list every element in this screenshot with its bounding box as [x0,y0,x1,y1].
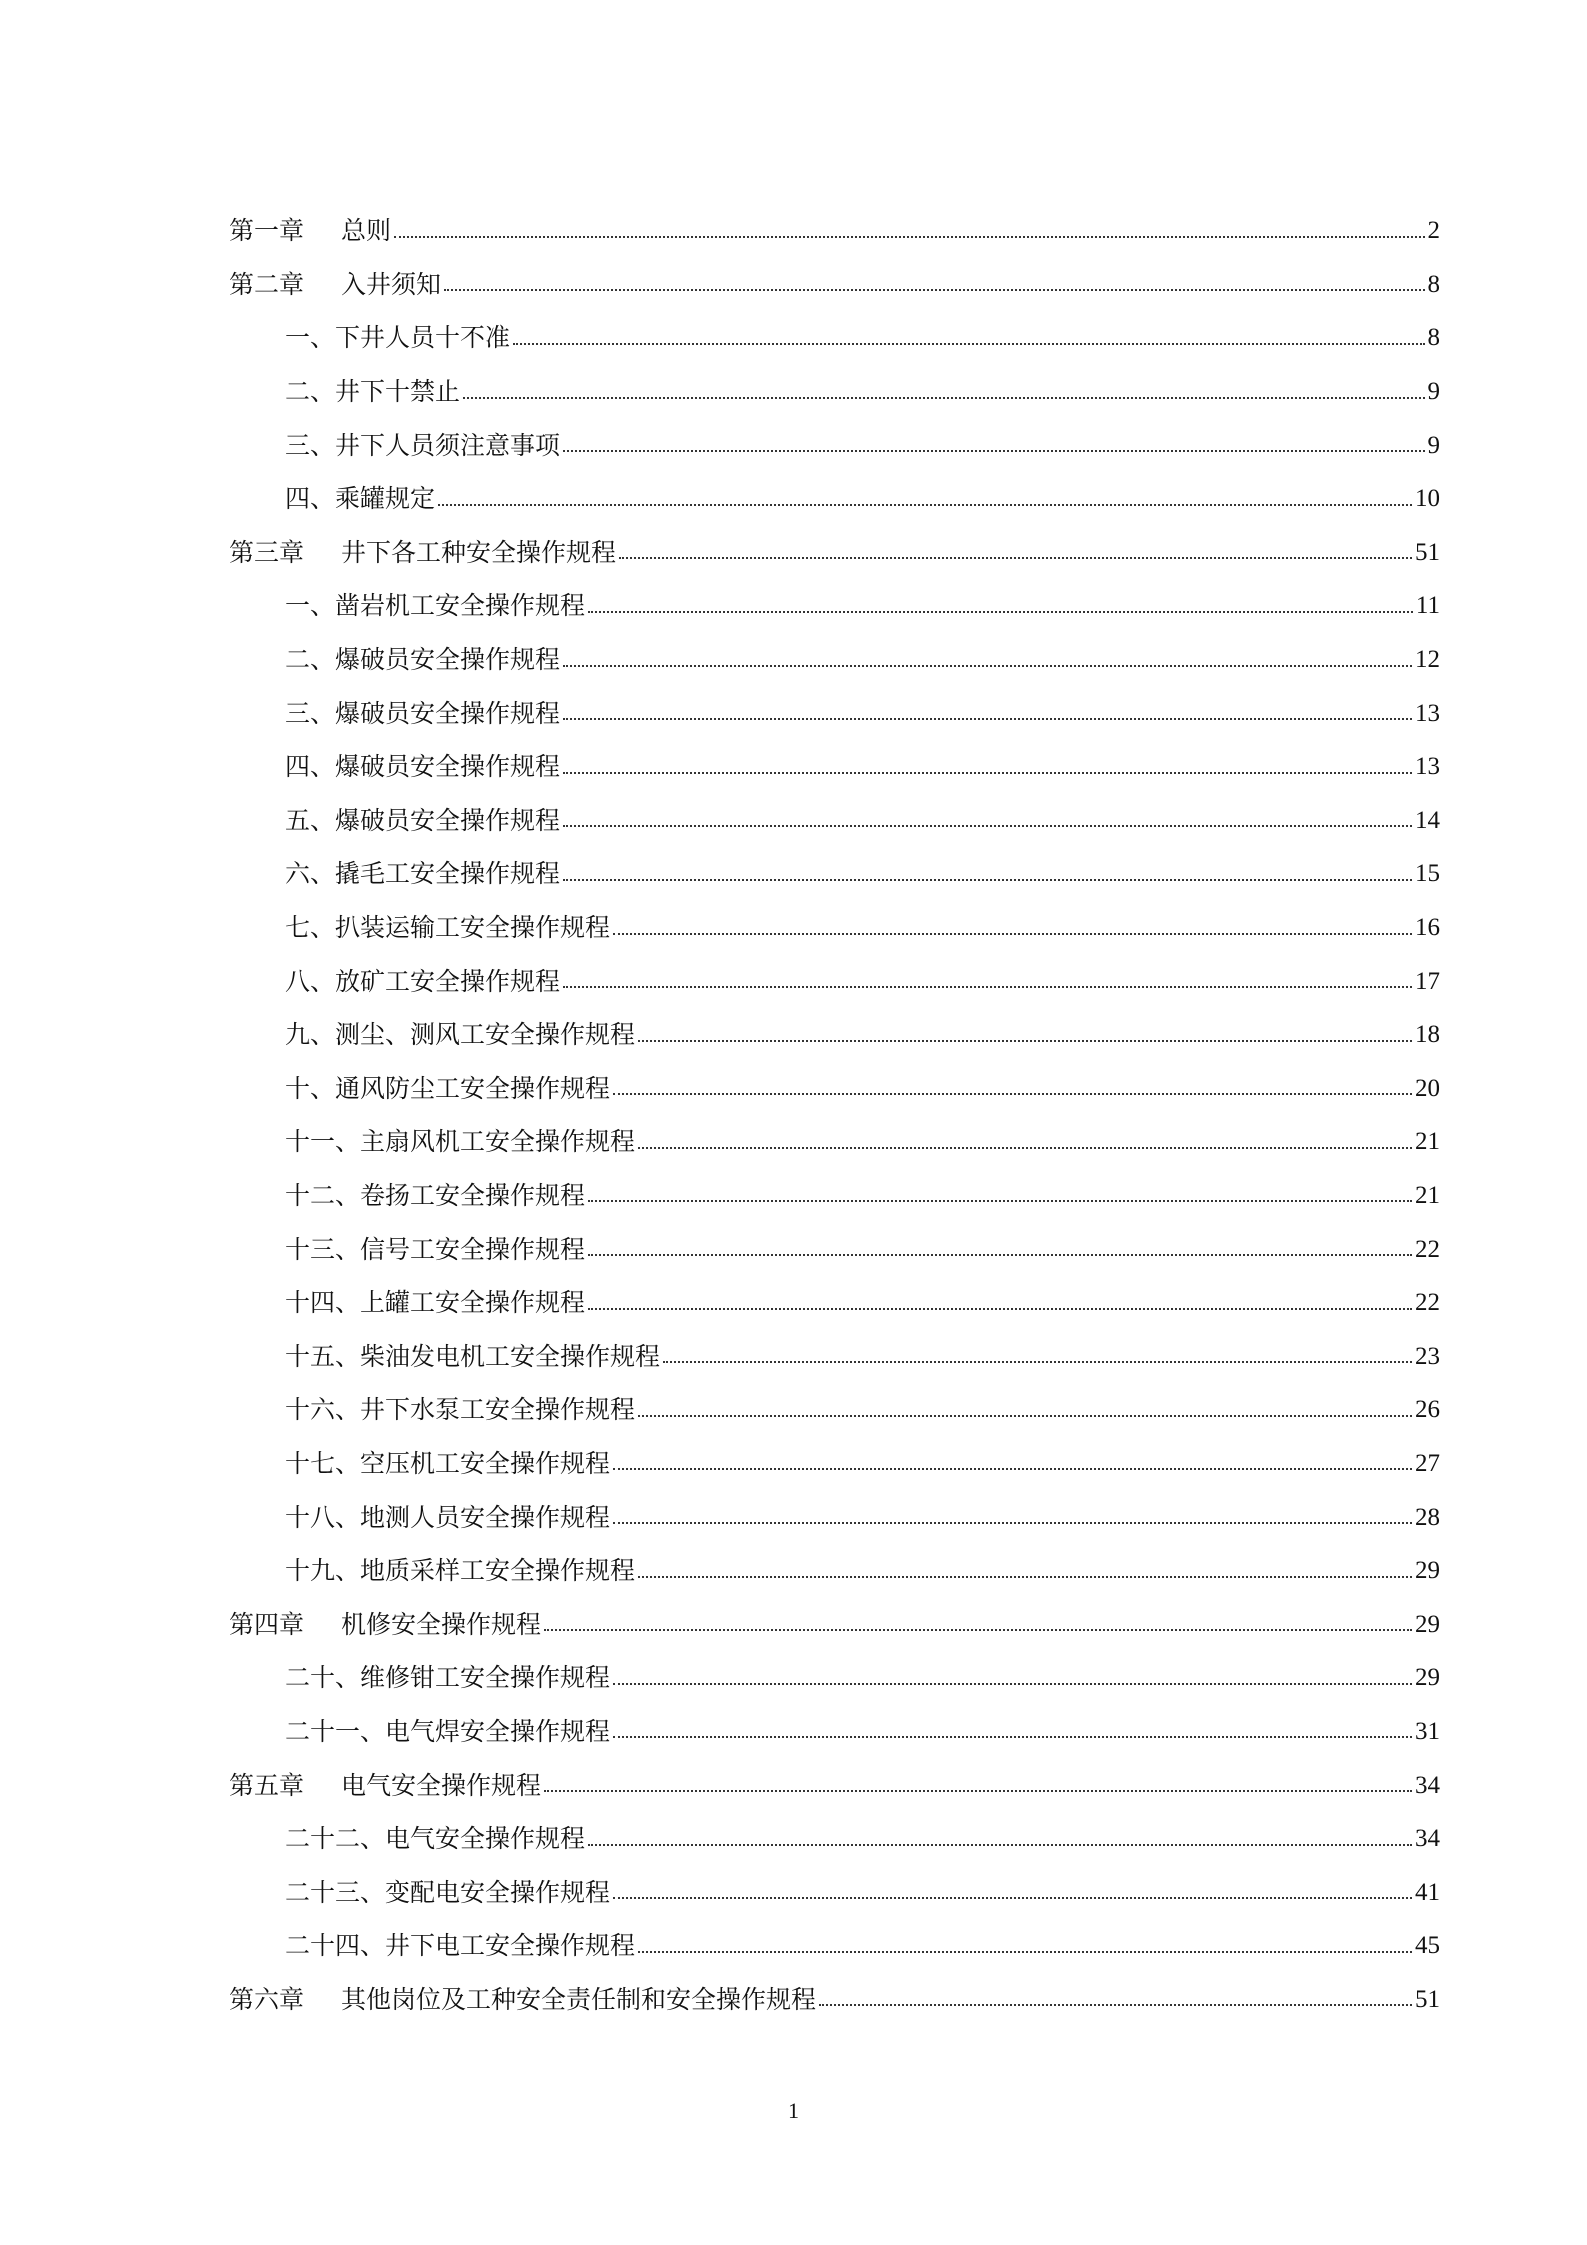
toc-entry-title: 其他岗位及工种安全责任制和安全操作规程 [341,1984,817,2014]
dot-leader [563,718,1412,720]
dot-leader [563,986,1412,988]
dot-leader [638,1040,1412,1042]
dot-leader [544,1790,1412,1792]
toc-entry-title: 总则 [341,216,392,246]
toc-entry-title: 七、扒装运输工安全操作规程 [285,913,611,943]
chapter-number: 第三章 [229,537,305,567]
dot-leader [544,1629,1412,1631]
toc-page-number: 45 [1415,1932,1440,1960]
toc-page-number: 22 [1415,1235,1440,1263]
toc-page-number: 8 [1427,270,1440,298]
toc-page-number: 15 [1415,860,1440,888]
toc-page-number: 28 [1415,1503,1440,1531]
toc-entry-title: 二、爆破员安全操作规程 [285,645,561,675]
toc-section-entry[interactable] [229,311,1440,365]
toc-page-number: 21 [1415,1181,1440,1209]
toc-entry-title: 二十、维修钳工安全操作规程 [285,1663,611,1693]
toc-page-number: 22 [1415,1289,1440,1317]
dot-leader [463,397,1424,399]
toc-entry-title: 三、井下人员须注意事项 [285,430,561,460]
dot-leader [663,1361,1412,1363]
toc-entry-title: 井下各工种安全操作规程 [341,537,617,567]
table-of-contents [229,204,1440,2026]
toc-section-entry[interactable] [229,847,1440,901]
toc-page-number: 14 [1415,806,1440,834]
toc-entry-title: 十八、地测人员安全操作规程 [285,1502,611,1532]
dot-leader [819,2004,1412,2006]
toc-entry-title: 二、井下十禁止 [285,377,461,407]
toc-section-entry[interactable] [229,1383,1440,1437]
toc-section-entry[interactable] [229,740,1440,794]
toc-chapter-entry[interactable] [229,1758,1440,1812]
toc-entry-title: 十二、卷扬工安全操作规程 [285,1180,586,1210]
toc-entry-title: 三、爆破员安全操作规程 [285,698,561,728]
toc-entry-title: 十一、主扇风机工安全操作规程 [285,1127,636,1157]
toc-entry-title: 十三、信号工安全操作规程 [285,1234,586,1264]
toc-entry-title: 入井须知 [341,269,442,299]
toc-page-number: 12 [1415,646,1440,674]
toc-entry-title: 八、放矿工安全操作规程 [285,966,561,996]
dot-leader [638,1576,1412,1578]
toc-section-entry[interactable] [229,1544,1440,1598]
toc-entry-title: 十六、井下水泵工安全操作规程 [285,1395,636,1425]
dot-leader [563,825,1412,827]
toc-section-entry[interactable] [229,1115,1440,1169]
toc-entry-title: 十四、上罐工安全操作规程 [285,1288,586,1318]
toc-chapter-entry[interactable] [229,1973,1440,2027]
toc-entry-title: 一、下井人员十不准 [285,323,511,353]
dot-leader [394,236,1424,238]
toc-section-entry[interactable] [229,1062,1440,1116]
dot-leader [563,450,1424,452]
toc-section-entry[interactable] [229,1919,1440,1973]
toc-section-entry[interactable] [229,686,1440,740]
toc-section-entry[interactable] [229,1276,1440,1330]
toc-page-number: 29 [1415,1664,1440,1692]
toc-page-number: 13 [1415,699,1440,727]
toc-page-number: 34 [1415,1825,1440,1853]
toc-entry-title: 四、爆破员安全操作规程 [285,752,561,782]
dot-leader [613,933,1412,935]
toc-page-number: 51 [1415,538,1440,566]
dot-leader [563,772,1412,774]
toc-chapter-entry[interactable] [229,204,1440,258]
toc-section-entry[interactable] [229,901,1440,955]
toc-section-entry[interactable] [229,954,1440,1008]
dot-leader [613,1683,1412,1685]
toc-section-entry[interactable] [229,472,1440,526]
toc-chapter-entry[interactable] [229,1597,1440,1651]
toc-page-number: 23 [1415,1342,1440,1370]
toc-entry-title: 十九、地质采样工安全操作规程 [285,1556,636,1586]
toc-entry-title: 二十四、井下电工安全操作规程 [285,1931,636,1961]
footer-page-number: 1 [788,2098,799,2123]
toc-section-entry[interactable] [229,418,1440,472]
dot-leader [613,1468,1412,1470]
toc-page-number: 18 [1415,1021,1440,1049]
toc-page-number: 20 [1415,1074,1440,1102]
toc-entry-title: 二十二、电气安全操作规程 [285,1824,586,1854]
dot-leader [638,1147,1412,1149]
dot-leader [588,1254,1412,1256]
toc-page-number: 2 [1427,217,1440,245]
toc-page-number: 9 [1427,431,1440,459]
toc-section-entry[interactable] [229,1437,1440,1491]
chapter-number: 第一章 [229,216,305,246]
chapter-number: 第五章 [229,1770,305,1800]
toc-chapter-entry[interactable] [229,526,1440,580]
dot-leader [613,1897,1412,1899]
toc-section-entry[interactable] [229,1812,1440,1866]
dot-leader [563,879,1412,881]
toc-section-entry[interactable] [229,365,1440,419]
toc-entry-title: 五、爆破员安全操作规程 [285,805,561,835]
dot-leader [444,289,1424,291]
toc-entry-title: 十七、空压机工安全操作规程 [285,1448,611,1478]
toc-section-entry[interactable] [229,1222,1440,1276]
toc-page-number: 13 [1415,753,1440,781]
toc-entry-title: 电气安全操作规程 [341,1770,542,1800]
toc-section-entry[interactable] [229,1169,1440,1223]
toc-entry-title: 十五、柴油发电机工安全操作规程 [285,1341,661,1371]
toc-section-entry[interactable] [229,633,1440,687]
chapter-number: 第六章 [229,1984,305,2014]
dot-leader [588,611,1413,613]
toc-page-number: 29 [1415,1557,1440,1585]
toc-entry-title: 十、通风防尘工安全操作规程 [285,1073,611,1103]
toc-entry-title: 一、凿岩机工安全操作规程 [285,591,586,621]
toc-section-entry[interactable] [229,1651,1440,1705]
toc-page-number: 9 [1427,378,1440,406]
toc-entry-title: 二十三、变配电安全操作规程 [285,1877,611,1907]
toc-page-number: 26 [1415,1396,1440,1424]
toc-page-number: 29 [1415,1610,1440,1638]
toc-entry-title: 四、乘罐规定 [285,484,436,514]
toc-page-number: 11 [1415,592,1440,620]
toc-page-number: 34 [1415,1771,1440,1799]
toc-entry-title: 九、测尘、测风工安全操作规程 [285,1020,636,1050]
toc-section-entry[interactable] [229,1490,1440,1544]
dot-leader [619,557,1412,559]
chapter-number: 第四章 [229,1609,305,1639]
chapter-number: 第二章 [229,269,305,299]
dot-leader [438,504,1412,506]
toc-page-number: 31 [1415,1717,1440,1745]
toc-entry-title: 机修安全操作规程 [341,1609,542,1639]
dot-leader [638,1951,1412,1953]
toc-entry-title: 六、撬毛工安全操作规程 [285,859,561,889]
toc-chapter-entry[interactable] [229,258,1440,312]
toc-section-entry[interactable] [229,1329,1440,1383]
dot-leader [588,1308,1412,1310]
toc-section-entry[interactable] [229,579,1440,633]
toc-page-number: 10 [1415,485,1440,513]
toc-page-number: 16 [1415,914,1440,942]
toc-page-number: 27 [1415,1449,1440,1477]
dot-leader [613,1093,1412,1095]
toc-page-number: 51 [1415,1985,1440,2013]
toc-section-entry[interactable] [229,1705,1440,1759]
dot-leader [588,1844,1412,1846]
dot-leader [638,1415,1412,1417]
dot-leader [613,1522,1412,1524]
dot-leader [613,1736,1412,1738]
dot-leader [513,343,1424,345]
toc-entry-title: 二十一、电气焊安全操作规程 [285,1716,611,1746]
toc-page-number: 41 [1415,1878,1440,1906]
toc-page-number: 8 [1427,324,1440,352]
dot-leader [563,665,1412,667]
toc-section-entry[interactable] [229,1008,1440,1062]
toc-page-number: 17 [1415,967,1440,995]
toc-section-entry[interactable] [229,1865,1440,1919]
toc-page-number: 21 [1415,1128,1440,1156]
dot-leader [588,1200,1412,1202]
toc-section-entry[interactable] [229,794,1440,848]
